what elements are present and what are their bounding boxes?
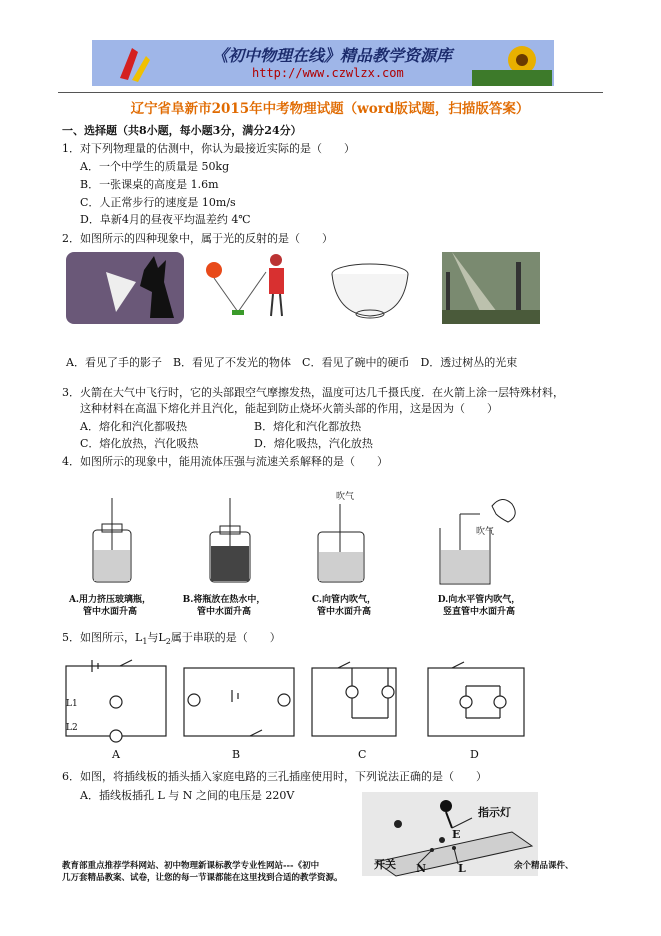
footer-line1-end: 余个精品课件、 — [514, 861, 574, 871]
q4-stem: 4．如图所示的现象中，能用流体压强与流速关系解释的是（ ） — [62, 455, 388, 468]
hand-shadow-figure — [66, 252, 184, 324]
q6-e-label: E — [452, 828, 461, 841]
q5-label-d: D — [470, 748, 479, 761]
section-heading: 一、选择题（共8小题，每小题3分，满分24分） — [62, 124, 302, 137]
bowl-coin-figure — [332, 264, 408, 318]
q4-figures — [60, 488, 530, 588]
banner-url[interactable]: http://www.czwlzx.com — [252, 66, 404, 80]
q5-label-l1: L1 — [66, 699, 78, 709]
q1-stem: 1．对下列物理量的估测中，你认为最接近实际的是（ ） — [62, 142, 355, 155]
q3-option-c: C．熔化放热，汽化吸热 — [80, 437, 199, 450]
q3-option-a: A．熔化和汽化都吸热 — [80, 420, 187, 433]
q6-stem: 6．如图，将插线板的插头插入家庭电路的三孔插座使用时，下列说法正确的是（ ） — [62, 770, 487, 783]
footer-line2: 几万套精品教案、试卷，让您的每一节课都能在这里找到合适的教学资源。 — [62, 873, 343, 883]
q3-option-b: B．熔化和汽化都放热 — [254, 420, 362, 433]
q1-option-c: C．人正常步行的速度是 10m/s — [80, 196, 236, 209]
page-footer — [62, 860, 602, 884]
q4-caption-c: C.向管内吹气， 管中水面升高 — [311, 595, 377, 617]
page-title: 辽宁省阜新市2015年中考物理试题（word版试题，扫描版答案） — [130, 101, 530, 117]
q6-switch-label: 开关 — [374, 858, 396, 871]
girl-flower-figure — [206, 254, 284, 316]
q4-c-blow-label: 吹气 — [336, 492, 355, 502]
q1-option-d: D．阜新4月的昼夜平均温差约 4℃ — [80, 213, 251, 226]
q1-option-a: A．一个中学生的质量是 50kg — [80, 160, 230, 173]
q1-option-b: B．一张课桌的高度是 1.6m — [80, 178, 219, 191]
header-banner — [92, 40, 554, 86]
q2-figures — [66, 252, 586, 327]
q6-n-label: N — [416, 862, 427, 875]
q5-label-a: A — [112, 748, 120, 761]
q3-option-d: D．熔化吸热，汽化放热 — [254, 437, 373, 450]
q4-caption-b: B.将瓶放在热水中， 管中水面升高 — [182, 595, 266, 617]
q5-label-l2: L2 — [66, 723, 78, 733]
q3-stem-line1: 3．火箭在大气中飞行时，它的头部跟空气摩擦发热，温度可达几千摄氏度．在火箭上涂一层特殊材料， — [62, 386, 564, 399]
q4-caption-a: A.用力挤压玻璃瓶， 管中水面升高 — [68, 595, 152, 617]
q5-stem: 5．如图所示，$L_1$与$L_2$属于串联的是（ ） — [62, 631, 281, 647]
q3-stem-line2: 这种材料在高温下熔化并且汽化，能起到防止烧坏火箭头部的作用，这是因为（ ） — [80, 402, 498, 415]
forest-light-figure — [442, 252, 540, 324]
q5-circuits — [60, 656, 540, 748]
q5-label-b: B — [232, 748, 241, 761]
q2-options: A．看见了手的影子 B．看见了不发光的物体 C．看见了碗中的硬币 D．透过树丛的光束 — [66, 356, 518, 369]
footer-line1: 教育部重点推荐学科网站、初中物理新课标教学专业性网站---《初中 — [62, 861, 320, 871]
banner-brand: 《初中物理在线》精品教学资源库 — [212, 46, 453, 65]
q6-l-label: L — [458, 862, 466, 875]
header-divider — [58, 92, 603, 93]
q4-caption-d: D.向水平管内吹气， 竖直管中水面升高 — [437, 595, 521, 617]
q6-option-a: A．插线板插孔 L 与 N 之间的电压是 220V — [80, 789, 295, 802]
q6-indicator-label: 指示灯 — [478, 806, 511, 819]
q4-d-blow-label: 吹气 — [476, 527, 495, 537]
q5-label-c: C — [358, 748, 367, 761]
q2-stem: 2．如图所示的四种现象中，属于光的反射的是（ ） — [62, 232, 333, 245]
